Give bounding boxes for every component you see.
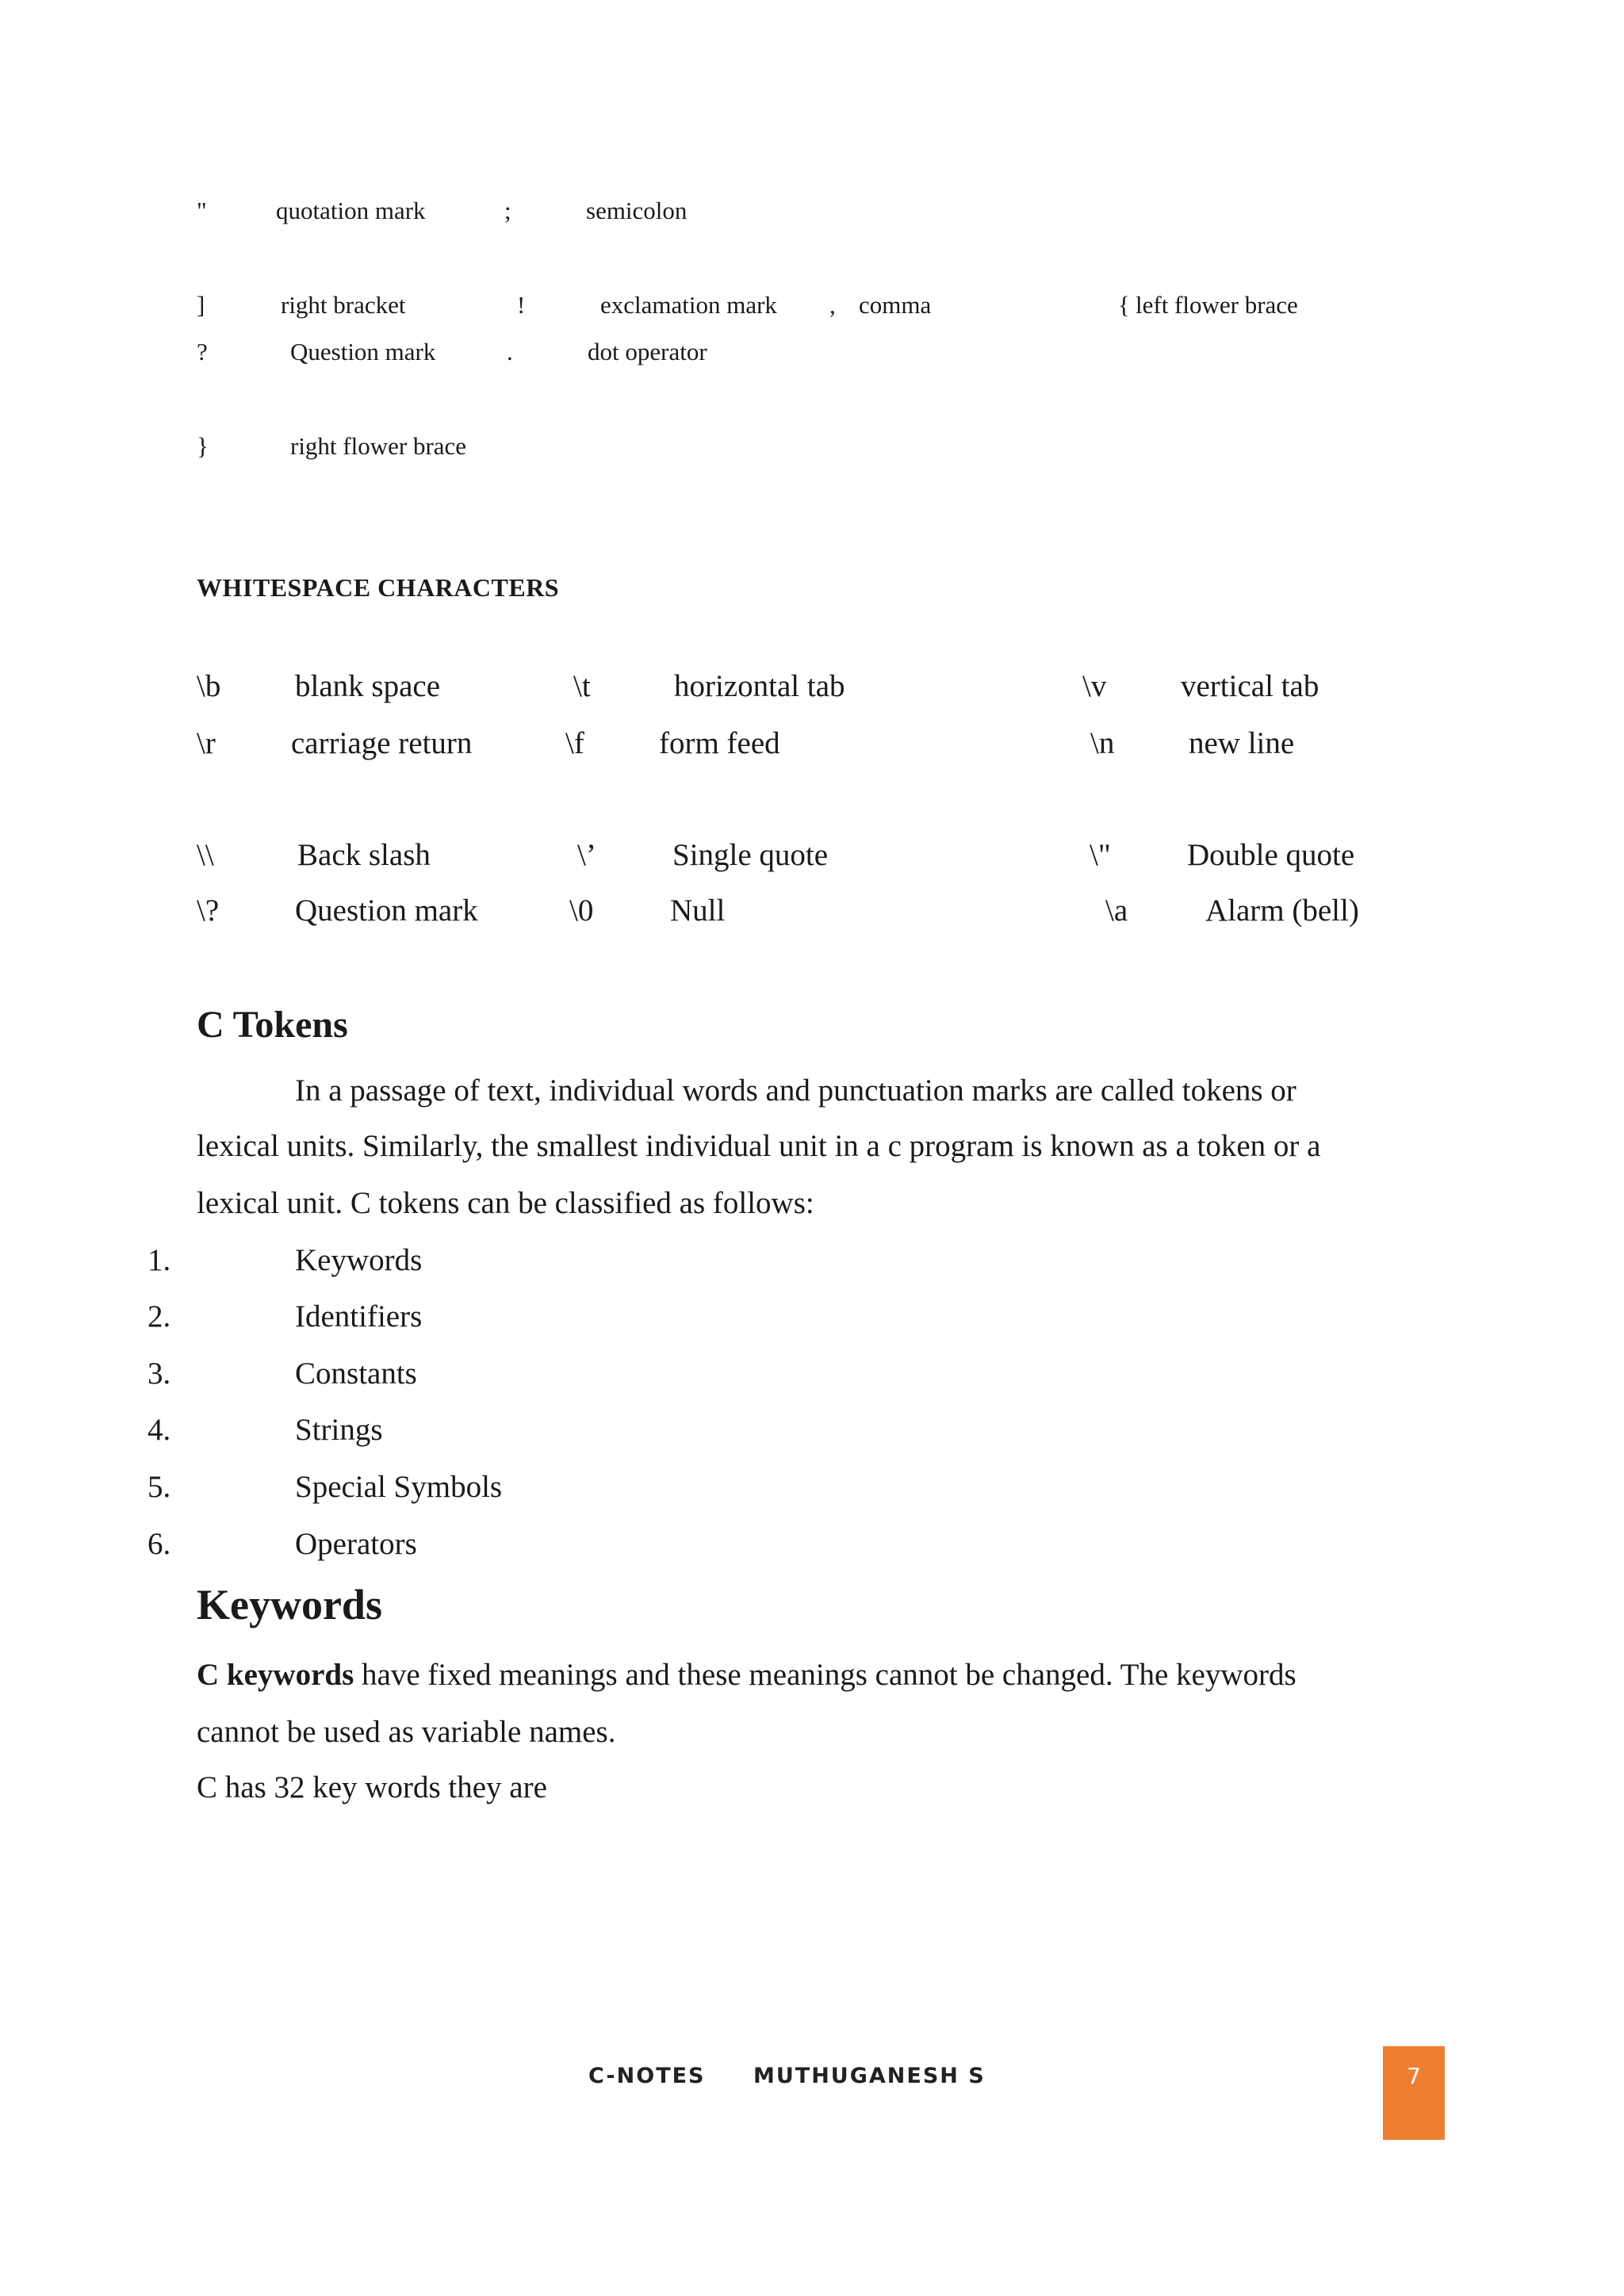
list-item: Keywords (295, 1243, 423, 1277)
escape-label: form feed (659, 726, 780, 760)
escape-label: horizontal tab (674, 669, 845, 703)
list-number: 4. (147, 1413, 171, 1447)
keywords-heading: Keywords (197, 1581, 382, 1628)
symbol-dot: . (507, 338, 513, 365)
list-number: 5. (147, 1470, 171, 1504)
list-item: Constants (295, 1357, 417, 1391)
list-item: Special Symbols (295, 1470, 503, 1504)
list-number: 1. (147, 1243, 171, 1277)
escape-code: \f (565, 726, 584, 760)
symbol-right-brace: } (197, 432, 209, 460)
list-number: 6. (147, 1527, 171, 1561)
list-number: 2. (147, 1299, 171, 1334)
symbol-left-brace: { (1118, 291, 1130, 319)
symbol-semicolon: ; (504, 197, 511, 224)
escape-code: \? (197, 894, 220, 928)
symbol-label: comma (859, 291, 932, 319)
symbol-right-bracket: ] (197, 291, 205, 319)
list-item: Strings (295, 1413, 383, 1447)
escape-label: Back slash (297, 838, 431, 872)
keywords-paragraph-line: C has 32 key words they are (197, 1770, 547, 1804)
symbol-label: quotation mark (276, 197, 426, 224)
escape-label: Null (670, 894, 726, 928)
footer-title: C-NOTES (588, 2064, 706, 2088)
symbol-label: right bracket (281, 291, 406, 319)
escape-label: Single quote (672, 838, 829, 872)
page-number-box (1383, 2046, 1445, 2140)
escape-label: blank space (295, 669, 441, 703)
tokens-paragraph-line: In a passage of text, individual words and punctuation marks are called tokens or (295, 1073, 1297, 1108)
escape-code: \t (573, 669, 591, 703)
keywords-bold-term: C keywords (197, 1658, 354, 1692)
keywords-line-rest: have fixed meanings and these meanings cannot be changed. The keywords (354, 1658, 1297, 1692)
list-item: Operators (295, 1527, 417, 1561)
symbol-label: right flower brace (290, 432, 467, 460)
symbol-label: dot operator (588, 338, 707, 365)
escape-code: \n (1090, 726, 1115, 760)
escape-code: \r (197, 726, 216, 760)
symbol-quotation: " (197, 197, 207, 224)
escape-code: \b (197, 669, 221, 703)
escape-label: Question mark (295, 894, 478, 928)
keywords-paragraph-line: cannot be used as variable names. (197, 1715, 616, 1749)
escape-label: carriage return (291, 726, 473, 760)
escape-label: Alarm (bell) (1205, 894, 1359, 928)
symbol-exclamation: ! (517, 291, 526, 319)
escape-label: Double quote (1187, 838, 1355, 872)
footer-author: MUTHUGANESH S (753, 2064, 986, 2088)
list-number: 3. (147, 1357, 171, 1391)
escape-code: \’ (577, 838, 596, 872)
symbol-question: ? (197, 338, 208, 365)
tokens-heading: C Tokens (197, 1004, 348, 1046)
escape-label: vertical tab (1181, 669, 1320, 703)
escape-label: new line (1189, 726, 1295, 760)
tokens-paragraph-line: lexical units. Similarly, the smallest individual unit in a c program is known as a token or a (197, 1129, 1321, 1163)
escape-code: \v (1082, 669, 1107, 703)
whitespace-heading: WHITESPACE CHARACTERS (197, 573, 560, 602)
symbol-label: semicolon (586, 197, 688, 224)
symbol-comma: , (829, 291, 836, 319)
symbol-label: exclamation mark (600, 291, 777, 319)
escape-code: \" (1090, 838, 1111, 872)
keywords-paragraph-line (197, 1657, 1297, 1693)
symbol-label: Question mark (290, 338, 436, 365)
page-number: 7 (1407, 2063, 1421, 2089)
escape-code: \0 (569, 894, 594, 928)
symbol-label: left flower brace (1136, 291, 1298, 319)
list-item: Identifiers (295, 1299, 423, 1334)
escape-code: \a (1105, 894, 1128, 928)
escape-code: \\ (197, 838, 214, 872)
tokens-paragraph-line: lexical unit. C tokens can be classified as follows: (197, 1186, 814, 1220)
